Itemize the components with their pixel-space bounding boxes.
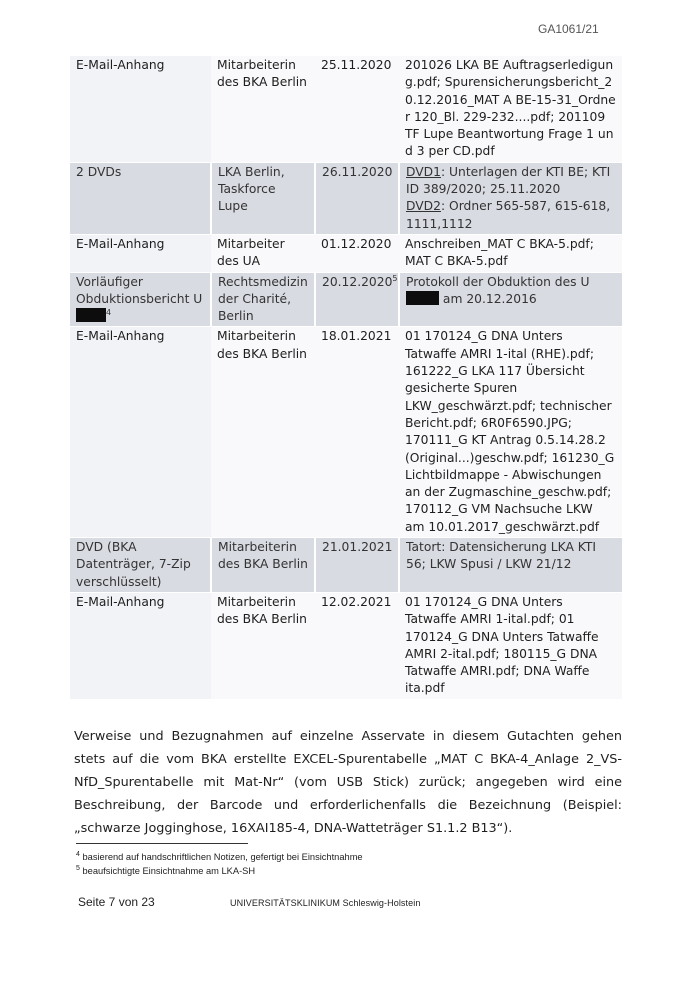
table-row (70, 538, 622, 593)
row-source: Mitarbeiterin des BKA Berlin (211, 327, 315, 538)
table-row (70, 56, 622, 162)
row-date: 18.01.2021 (315, 327, 399, 538)
footnote-divider (76, 843, 248, 844)
page-number: Seite 7 von 23 (78, 895, 155, 909)
row-source: Rechtsmedizin der Charité, Berlin (211, 272, 315, 327)
footnote-text: basierend auf handschriftlichen Notizen, gefertigt bei Einsichtnahme (82, 852, 363, 862)
row-source: Mitarbeiterin des BKA Berlin (211, 592, 315, 698)
footnote-marker: 4 (76, 850, 80, 858)
row-content (399, 272, 622, 327)
row-type (70, 272, 211, 327)
footnote-text: beaufsichtigte Einsichtnahme am LKA-SH (82, 866, 256, 876)
table-row (70, 162, 622, 234)
footer-organization: UNIVERSITÄTSKLINIKUM Schleswig-Holstein (230, 898, 421, 908)
row-source: Mitarbeiter des UA (211, 234, 315, 272)
row-content: 201026 LKA BE Auftragserledigung.pdf; Spurensicherungsbericht_20.12.2016_MAT A BE-15-31_Ordner 120_Bl. 229-232....pdf; 201109 TF Lupe Beantwortung Frage 1 und 3 per CD.pdf (399, 56, 622, 162)
body-paragraph: Verweise und Bezugnahmen auf einzelne Asservate in diesem Gutachten gehen stets auf die vom BKA erstellte EXCEL-Spurentabelle „MAT C BKA-4_Anlage 2_VS-NfD_Spurentabelle mit Mat-Nr“ (vom USB Stick) zurück; angegeben wird eine Beschreibung, der Barcode und erforderlichenfalls die Bezeichnung (Beispiel: „schwarze Jogginghose, 16XAI185-4, DNA-Watteträger S1.1.2 B13“). (74, 728, 622, 836)
row-content-suffix: am 20.12.2016 (442, 291, 537, 306)
dvd1-text: : Unterlagen der KTI BE; KTI ID 389/2020; 25.11.2020 (406, 164, 611, 197)
row-source: Mitarbeiterin des BKA Berlin (211, 538, 315, 593)
table-row (70, 234, 622, 272)
evidence-table (70, 56, 622, 699)
row-content: Tatort: Datensicherung LKA KTI 56; LKW Spusi / LKW 21/12 (399, 538, 622, 593)
row-content: 01 170124_G DNA Unters Tatwaffe AMRI 1-ital (RHE).pdf; 161222_G LKA 117 Übersicht gesicherte Spuren LKW_geschwärzt.pdf; technischer Bericht.pdf; 6R0F6590.JPG; 170111_G KT Antrag 0.5.14.28.2 (Original...)geschw.pdf; 161230_G Lichtbildmappe - Abwischungen an der Zugmaschine_geschw.pdf; 170112_G VM Nachsuche LKW am 10.01.2017_geschwärzt.pdf (399, 327, 622, 538)
row-date: 21.01.2021 (315, 538, 399, 593)
redaction-bar (76, 308, 106, 322)
row-type: E-Mail-Anhang (70, 592, 211, 698)
row-date: 25.11.2020 (315, 56, 399, 162)
row-type: E-Mail-Anhang (70, 56, 211, 162)
row-source: LKA Berlin, Taskforce Lupe (211, 162, 315, 234)
row-date: 01.12.2020 (315, 234, 399, 272)
row-source: Mitarbeiterin des BKA Berlin (211, 56, 315, 162)
row-content (399, 162, 622, 234)
row-date-text: 20.12.2020 (322, 274, 393, 289)
row-type: 2 DVDs (70, 162, 211, 234)
row-content-text: Protokoll der Obduktion des U (406, 274, 590, 289)
row-content: 01 170124_G DNA Unters Tatwaffe AMRI 1-ital.pdf; 01 170124_G DNA Unters Tatwaffe AMRI 2-ital.pdf; 180115_G DNA Tatwaffe AMRI.pdf; DNA Waffe ita.pdf (399, 592, 622, 698)
table-row (70, 327, 622, 538)
dvd1-label: DVD1 (406, 164, 441, 179)
footnote (76, 850, 363, 864)
row-type: E-Mail-Anhang (70, 327, 211, 538)
redaction-bar (406, 291, 439, 305)
dvd2-label: DVD2 (406, 199, 441, 214)
row-date (315, 272, 399, 327)
row-date: 12.02.2021 (315, 592, 399, 698)
document-id: GA1061/21 (538, 22, 599, 36)
row-type: E-Mail-Anhang (70, 234, 211, 272)
footnote-marker: 5 (76, 864, 80, 872)
dvd2-text: : Ordner 565-587, 615-618, 1111,1112 (406, 199, 611, 231)
footnotes (76, 850, 363, 878)
table-row (70, 592, 622, 698)
footnote-marker: 4 (106, 308, 112, 318)
row-type: DVD (BKA Datenträger, 7-Zip verschlüsselt) (70, 538, 211, 593)
row-date: 26.11.2020 (315, 162, 399, 234)
row-type-text: Vorläufiger Obduktionsbericht U (76, 274, 203, 306)
footnote-marker: 5 (392, 273, 398, 283)
footnote (76, 864, 363, 878)
row-content: Anschreiben_MAT C BKA-5.pdf; MAT C BKA-5.pdf (399, 234, 622, 272)
table-row (70, 272, 622, 327)
